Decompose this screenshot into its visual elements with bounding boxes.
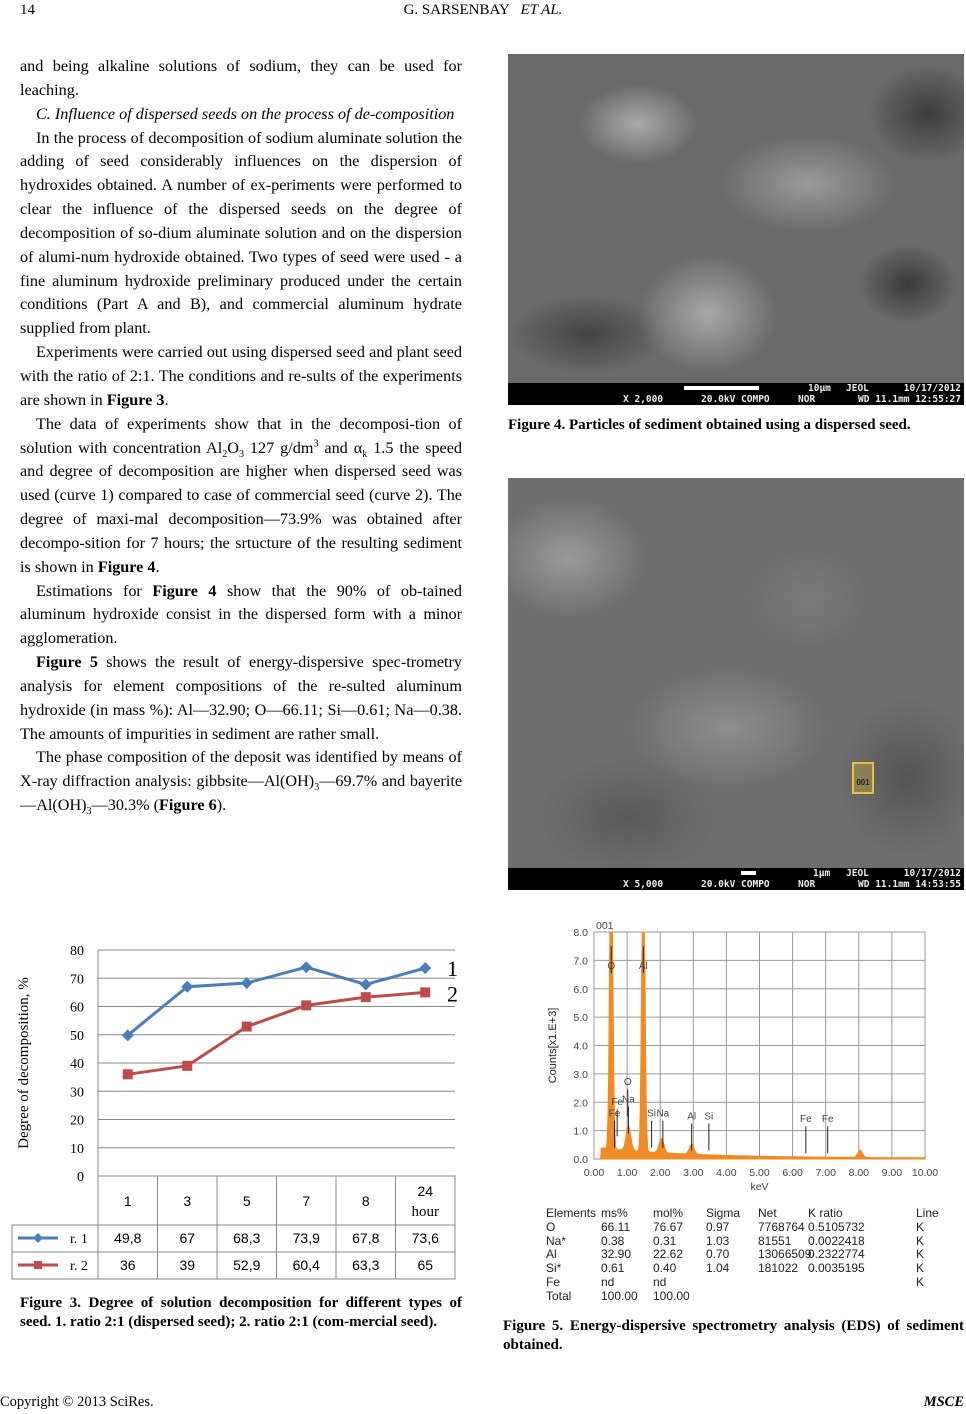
table-cell: K (916, 1247, 925, 1262)
legend-series-name: r. 1 (70, 1232, 88, 1247)
table-value: 67 (179, 1230, 196, 1246)
table-cell: 76.67 (653, 1219, 684, 1234)
table-cell: O (546, 1219, 556, 1234)
paragraph (20, 55, 462, 103)
figure-5-eds-spectrum (530, 910, 950, 1200)
x-tick-label: 5.00 (749, 1167, 770, 1179)
peak-label: Fe (611, 1097, 624, 1109)
voltage-label: 20.0kV COMPO (701, 879, 770, 890)
figure-5-caption: Figure 5. Energy-dispersive spectrometry analysis (EDS) of sediment obtained. (503, 1318, 964, 1353)
table-cell: 66.11 (601, 1219, 631, 1234)
table-cell: 0.70 (706, 1247, 730, 1262)
text-run: and being alkaline solutions of sodium, they can be used for leaching. (20, 57, 462, 99)
scale-bar (741, 871, 756, 875)
table-value: 36 (119, 1257, 136, 1273)
table-cell: nd (653, 1275, 667, 1289)
table-header: K ratio (808, 1206, 843, 1220)
text-run: The phase composition of the deposit was identified by means of X-ray diffraction analysis: gibbsite—Al(OH) (20, 748, 462, 791)
y-tick-label: 60 (70, 1000, 84, 1016)
paragraph (20, 103, 462, 127)
text-run: . (164, 390, 169, 409)
data-point (123, 1069, 133, 1079)
table-cell: 81551 (758, 1233, 792, 1248)
table-value: 60,4 (292, 1257, 320, 1273)
table-cell: 100.00 (653, 1288, 690, 1303)
brand-label: JEOL (846, 383, 869, 394)
y-axis-label: Counts[x1.E+3] (547, 1007, 559, 1084)
text-run: O (227, 438, 239, 457)
x-category-label: 3 (183, 1193, 192, 1209)
text-run: C. Influence of dispersed seeds on the process of de-composition (36, 104, 455, 123)
page-number: 14 (20, 2, 35, 18)
y-tick-label: 8.0 (573, 927, 588, 939)
peak-label: Na (622, 1094, 635, 1106)
text-run: 1.5 the speed and degree of decomposition are higher when dispersed seed was used (curve 1) compared to case of commercial seed (curve 2). The degree of maxi-mal decomposition—73.9% was obtained after decompo-sition for 7 hours; the srtucture of the resulting sediment is shown in (20, 438, 462, 576)
y-axis-label: Degree of decomposition, % (16, 977, 32, 1149)
table-cell: 0.40 (653, 1261, 677, 1276)
y-tick-label: 80 (70, 944, 84, 959)
text-run: —69.7% and bayerite—Al(OH) (20, 772, 462, 815)
table-cell: 0.61 (601, 1261, 625, 1276)
text-run: 3 (314, 782, 320, 794)
table-header: ms% (601, 1206, 628, 1220)
y-tick-label: 5.0 (573, 1012, 588, 1025)
data-point (182, 1061, 192, 1071)
x-category-label: 1 (123, 1193, 132, 1209)
x-category-label: 5 (242, 1193, 251, 1209)
data-point (420, 987, 430, 997)
x-tick-label: 7.00 (815, 1167, 836, 1179)
peak-label: Na (656, 1108, 670, 1120)
x-unit-label: hour (411, 1204, 439, 1220)
date-label: 10/17/2012 (903, 868, 961, 879)
x-category-label: 8 (361, 1193, 370, 1209)
table-header: Line (916, 1206, 939, 1220)
y-tick-label: 20 (70, 1113, 84, 1129)
table-cell: Si* (546, 1261, 562, 1276)
y-tick-label: 0 (77, 1170, 84, 1185)
y-tick-label: 7.0 (573, 955, 588, 968)
peak-label: Si (647, 1108, 657, 1120)
text-run: shows the result of energy-dispersive spec-trometry analysis for element compositions of the re-sulted aluminum hydroxide (in mass %): Al—32.90; O—66.11; Si—0.61; Na—0.38. The amounts of impurities in sediment are rather small. (20, 653, 462, 743)
paragraph (20, 580, 462, 652)
header-authors: G. SARSENBAY (403, 2, 510, 18)
figure-reference: Figure 4 (97, 557, 156, 576)
figure-3-caption: Figure 3. Degree of solution decomposition for different types of seed. 1. ratio 2:1 (dispersed seed); 2. ratio 2:1 (com-mercial seed). (20, 1295, 462, 1330)
header-etal: ET AL. (520, 2, 563, 18)
figure-reference: Figure 3 (106, 390, 165, 409)
table-cell: Al (546, 1247, 557, 1262)
legend-series-name: r. 2 (70, 1259, 88, 1274)
y-tick-label: 4.0 (573, 1040, 588, 1053)
x-axis-label: keV (750, 1181, 769, 1193)
table-value: 73,9 (292, 1230, 320, 1246)
text-run: 3 (313, 438, 319, 450)
x-tick-label: 6.00 (782, 1167, 803, 1179)
y-tick-label: 6.0 (573, 983, 588, 996)
legend-marker (34, 1261, 42, 1269)
brand-label: JEOL (846, 868, 869, 879)
table-cell: nd (601, 1275, 615, 1289)
table-cell: 0.5105732 (808, 1219, 865, 1234)
figure-reference: Figure 5 (36, 653, 98, 672)
series-end-label: 1 (447, 956, 458, 982)
text-run: —30.3% ( (91, 796, 159, 815)
wd-time-label: WD 11.1mm 12:55:27 (858, 394, 961, 405)
y-tick-label: 70 (70, 972, 84, 988)
figure-3-chart (8, 935, 464, 1285)
table-value: 65 (417, 1257, 434, 1273)
x-tick-label: 8.00 (848, 1167, 870, 1179)
y-tick-label: 1.0 (573, 1125, 588, 1138)
table-cell: Total (546, 1288, 572, 1303)
table-cell: Na* (546, 1233, 567, 1248)
y-tick-label: 0.0 (573, 1154, 588, 1166)
table-cell: 0.0035195 (808, 1261, 865, 1276)
table-cell: 1.03 (706, 1233, 730, 1248)
text-run: ). (216, 796, 227, 815)
table-cell: 0.2322774 (808, 1247, 865, 1262)
paragraph (20, 746, 462, 818)
table-value: 49,8 (114, 1230, 142, 1246)
text-run: 2 (222, 448, 228, 460)
peak-label: O (607, 960, 616, 972)
text-run: 3 (238, 448, 244, 460)
sem-image-x2000 (508, 54, 964, 405)
text-run: 3 (86, 806, 92, 818)
y-tick-label: 50 (70, 1028, 84, 1044)
wd-time-label: WD 11.1mm 14:53:55 (858, 879, 961, 890)
table-cell: 7768764 (758, 1219, 805, 1234)
peak-label: Fe (608, 1108, 621, 1120)
peak-label: Si (704, 1111, 714, 1123)
table-header: Sigma (706, 1206, 741, 1220)
text-run: The data of experiments show that in the decomposi-tion of solution with concentration Al (20, 414, 462, 457)
table-cell: 13066509 (758, 1247, 812, 1262)
table-cell: 1.04 (706, 1261, 730, 1276)
text-run: and α (318, 438, 363, 457)
table-cell: K (916, 1275, 925, 1289)
y-tick-label: 30 (70, 1085, 84, 1101)
text-run: k (362, 448, 368, 460)
table-header: Net (758, 1206, 777, 1220)
x-tick-label: 4.00 (716, 1167, 737, 1179)
table-cell: K (916, 1233, 925, 1248)
text-run: Experiments were carried out using dispersed seed and plant seed with the ratio of 2:1. The conditions and re-sults of the experiments are shown in (20, 343, 462, 409)
table-cell: 0.38 (601, 1233, 625, 1248)
scale-bar (684, 386, 759, 390)
mode-label: NOR (798, 394, 816, 405)
x-tick-label: 10.00 (911, 1167, 939, 1179)
mode-label: NOR (798, 879, 816, 890)
data-point (242, 1022, 252, 1032)
x-category-label: 7 (302, 1193, 311, 1209)
peak-label: Fe (800, 1114, 812, 1126)
y-tick-label: 3.0 (573, 1068, 588, 1081)
footer-copyright: Copyright © 2013 SciRes. (0, 1394, 154, 1410)
x-tick-label: 2.00 (649, 1167, 671, 1179)
figure-reference: Figure 6 (158, 796, 217, 815)
sem-info-bar (508, 383, 964, 405)
x-tick-label: 3.00 (683, 1167, 704, 1179)
paragraph (20, 341, 462, 413)
figure-4-caption: Figure 4. Particles of sediment obtained using a dispersed seed. (508, 417, 911, 433)
figure-reference: Figure 4 (152, 581, 217, 600)
table-value: 39 (179, 1257, 196, 1273)
magnification-label: X 5,000 (623, 879, 664, 890)
table-cell: 32.90 (601, 1247, 632, 1262)
y-tick-label: 2.0 (573, 1097, 588, 1110)
table-cell: 0.31 (653, 1233, 677, 1248)
analysis-point-marker: 001 (852, 762, 874, 794)
table-cell: K (916, 1261, 925, 1276)
table-cell: 181022 (758, 1261, 799, 1276)
table-header: mol% (653, 1206, 684, 1220)
table-header: Elements (546, 1206, 597, 1220)
text-run: . (155, 557, 160, 576)
y-tick-label: 40 (70, 1057, 84, 1072)
peak-label: Al (687, 1111, 697, 1123)
table-value: 73,6 (411, 1230, 439, 1246)
table-cell: K (916, 1219, 925, 1234)
text-run: show that the 90% of ob-tained aluminum hydroxide consist in the dispersed form with a minor agglomeration. (20, 581, 462, 648)
scale-label: 1μm (813, 868, 831, 879)
text-run: In the process of decomposition of sodium aluminate solution the adding of seed considerably influences on the dispersion of hydroxides obtained. A number of ex-periments were performed to clear the influence of the dispersed seeds on the degree of decomposition of so-dium aluminate solution and on the dispersion of alumi-num hydroxide obtained. Two types of seed were used - a fine aluminum hydroxide preliminary produced under the certain conditions (Part A and B), and commercial aluminum hydrate supplied from plant. (20, 128, 462, 338)
voltage-label: 20.0kV COMPO (701, 394, 770, 405)
series-end-label: 2 (447, 981, 458, 1007)
y-tick-label: 10 (70, 1141, 84, 1157)
table-cell: 0.0022418 (808, 1233, 865, 1248)
text-run: 127 g/dm (243, 438, 314, 457)
x-tick-label: 0.00 (583, 1167, 605, 1179)
date-label: 10/17/2012 (903, 383, 961, 394)
data-point (361, 992, 371, 1002)
x-tick-label: 1.00 (616, 1167, 638, 1179)
x-tick-label: 9.00 (881, 1167, 903, 1179)
text-run: Estimations for (36, 581, 153, 600)
body-text-left (20, 55, 462, 818)
table-cell: 22.62 (653, 1247, 684, 1262)
table-value: 52,9 (233, 1257, 261, 1273)
x-category-label: 24 (417, 1183, 434, 1199)
sem-info-bar (508, 868, 964, 890)
paragraph (20, 651, 462, 746)
sem-image-x5000 (508, 478, 964, 890)
footer-journal: MSCE (923, 1394, 964, 1410)
table-value: 67,8 (352, 1230, 380, 1246)
table-value: 68,3 (233, 1230, 261, 1246)
table-cell: 0.97 (706, 1219, 730, 1234)
running-header (0, 2, 966, 19)
table-cell: Fe (546, 1275, 561, 1289)
data-point (301, 1000, 311, 1010)
paragraph (20, 413, 462, 580)
scale-label: 10μm (808, 383, 831, 394)
paragraph (20, 127, 462, 342)
peak-label: Al (638, 960, 648, 972)
peak-label: O (623, 1077, 632, 1089)
spectrum-title: 001 (596, 920, 614, 932)
table-value: 63,3 (352, 1257, 380, 1273)
magnification-label: X 2,000 (623, 394, 664, 405)
table-cell: 100.00 (601, 1288, 638, 1303)
peak-label: Fe (821, 1114, 834, 1126)
